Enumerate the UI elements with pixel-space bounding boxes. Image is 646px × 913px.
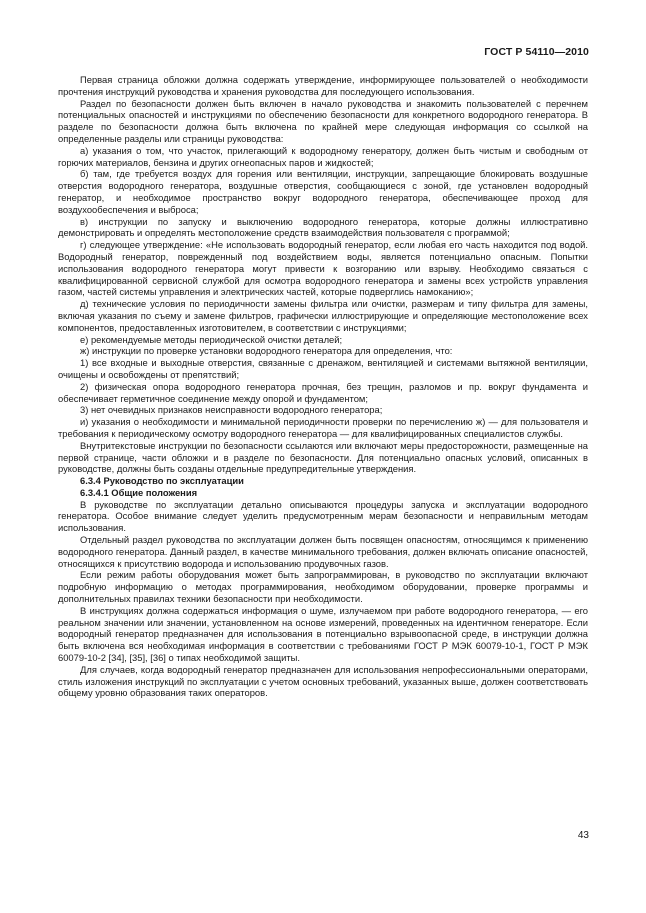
paragraph: 1) все входные и выходные отверстия, связанные с дренажом, вентиляцией и системами вытяжной вентиляции, очищены и освобождены от препятствий;	[58, 357, 588, 380]
paragraph: Раздел по безопасности должен быть включен в начало руководства и знакомить пользователей с перечнем потенциальных опасностей и инструкциями по обеспечению безопасности для конкретного водородного генератора. В разделе по безопасности должна быть включена по крайней мере следующая информация со ссылкой на определенные разделы или страницы руководства:	[58, 97, 588, 144]
paragraph: в) инструкции по запуску и выключению водородного генератора, которые должны иллюстративно демонстрировать и определять местоположение средств взаимодействия пользователя с программой;	[58, 215, 588, 239]
paragraph: Если режим работы оборудования может быть запрограммирован, в руководство по эксплуатации включают подробную информацию о методах программирования, необходимом оборудовании, проверке программы и дополнительных правилах техники безопасности при необходимости.	[58, 569, 588, 605]
paragraph: д) технические условия по периодичности замены фильтра или очистки, размерам и типу фильтра для замены, включая указания по съему и замене фильтров, графически иллюстрирующие и определяющие местоположение всех компонентов, предоставленных изготовителем, в соответствии с инструкциями;	[58, 298, 588, 333]
section-heading: 6.3.4.1 Общие положения	[80, 486, 198, 498]
paragraph: В руководстве по эксплуатации детально описываются процедуры запуска и эксплуатации водородного генератора. Особое внимание следует уделить предусмотренным мерам безопасности и неправильным методам использования.	[58, 498, 588, 534]
paragraph: Для случаев, когда водородный генератор предназначен для использования непрофессиональными операторами, стиль изложения инструкций по эксплуатации с учетом основных требований, указанных выше, должен соответствовать общему уровню образования таких операторов.	[58, 663, 588, 699]
paragraph: е) рекомендуемые методы периодической очистки деталей;	[80, 333, 343, 345]
paragraph: Первая страница обложки должна содержать утверждение, информирующее пользователей о необходимости прочтения инструкций руководства и хранения руководства для последующего использования.	[58, 74, 588, 97]
paragraph: 2) физическая опора водородного генератора прочная, без трещин, разломов и пр. вокруг фундамента и обеспечивает герметичное соединение между опорой и фундаментом;	[58, 380, 588, 404]
paragraph: В инструкциях должна содержаться информация о шуме, излучаемом при работе водородного генератора, — его реальном значении или значении, установленном на основе измерений, проведенных на идентичном генераторе. Если водородный генератор предназначен для использования в потенциально взрывоопасной среде, в инструкции должна быть включена вся необходимая информация в соответствии с требованиями ГОСТ Р МЭК 60079-10-1, ГОСТ Р МЭК 60079-10-2 [34], [35], [36] о типах необходимой защиты.	[58, 604, 588, 664]
paragraph: и) указания о необходимости и минимальной периодичности проверки по перечислению ж) — для пользователя и требования к периодическому осмотру водородного генератора — для квалифицированных специалистов службы.	[58, 416, 588, 439]
paragraph: а) указания о том, что участок, прилегающий к водородному генератору, должен быть чистым и свободным от горючих материалов, бензина и других огнеопасных паров и жидкостей;	[58, 144, 588, 168]
page-number: 43	[577, 830, 589, 841]
paragraph: г) следующее утверждение: «Не использовать водородный генератор, если любая его часть находится под водой. Водородный генератор, поврежденный под воздействием воды, является потенциально опасным. Попытки использования водородного генератора могут привести к возгоранию или взрыву. Необходимо связаться с квалифицированной сервисной службой для осмотра водородного генератора и замены всех устройств управления газом, частей системы управления и электрических частей, которые подверглись намоканию»;	[58, 239, 588, 298]
paragraph: ж) инструкции по проверке установки водородного генератора для определения, что:	[80, 345, 453, 357]
document-body	[58, 74, 588, 699]
section-heading: 6.3.4 Руководство по эксплуатации	[80, 475, 244, 487]
paragraph: Отдельный раздел руководства по эксплуатации должен быть посвящен опасностям, относящимся к применению водородного генератора. Данный раздел, в качестве минимального требования, должен включать описание опасностей, относящихся к присутствию водорода и использованию продувочных газов.	[58, 534, 588, 569]
paragraph: Внутритекстовые инструкции по безопасности ссылаются или включают меры предосторожности, размещенные на первой странице, части обложки и в разделе по безопасности. Для потенциально опасных условий, описанных в руководстве, должны быть созданы отдельные предупредительные утверждения.	[58, 439, 588, 475]
document-code: ГОСТ Р 54110—2010	[484, 46, 589, 58]
paragraph: б) там, где требуется воздух для горения или вентиляции, инструкции, запрещающие блокировать воздушные отверстия водородного генератора, воздушные отверстия, сообщающиеся с зоной, где установлен водородный генератор, и необходимое пространство вокруг водородного генератора, обеспечивающее проход для воздухообеспечения и выброса;	[58, 168, 588, 215]
paragraph: 3) нет очевидных признаков неисправности водородного генератора;	[80, 404, 383, 416]
